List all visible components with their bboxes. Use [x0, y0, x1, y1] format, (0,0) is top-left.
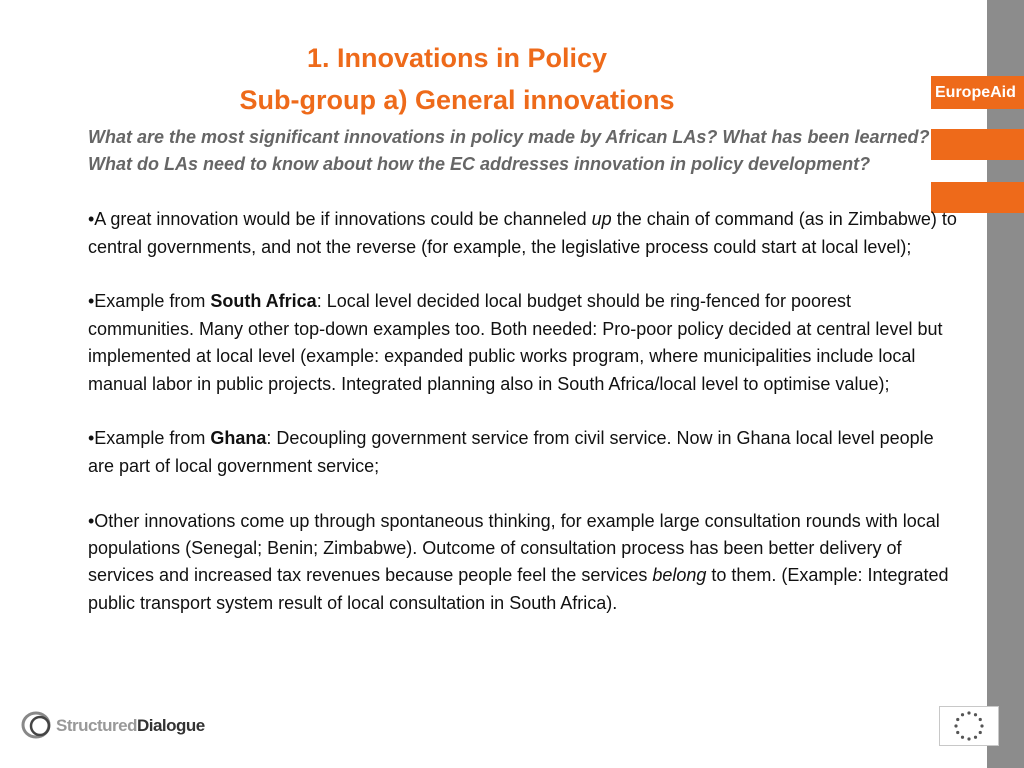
slide-subtitle: Sub-group a) General innovations [239, 85, 675, 115]
eu-star [967, 737, 970, 740]
logo-text-structured: Structured [56, 716, 137, 735]
europeaid-logo: EuropeAid [931, 76, 1024, 109]
eu-star [956, 718, 959, 721]
bullet-item: •Example from South Africa: Local level decided local budget should be ring-fenced for poorest communities. Many other top-down examples too. Both needed: Pro-poor policy decided at central level but implemented at local level (example: expanded public works program, where municipalities include local manual labor in public projects. Integrated planning also in South Africa/local level to optimise value); [88, 291, 943, 394]
structured-dialogue-logo [20, 708, 205, 744]
eu-star [954, 724, 957, 727]
eu-star [979, 731, 982, 734]
eu-star [961, 736, 964, 739]
right-sidebar-bar [987, 0, 1024, 768]
eu-star [961, 713, 964, 716]
eu-star [974, 736, 977, 739]
eu-star [979, 718, 982, 721]
eu-star [974, 713, 977, 716]
logo-text-dialogue: Dialogue [136, 716, 205, 735]
bullet-item: •Example from Ghana: Decoupling government service from civil service. Now in Ghana local level people are part of local government service; [88, 428, 934, 476]
eu-flag-icon [939, 706, 999, 746]
eu-star [980, 724, 983, 727]
slide-body [88, 124, 960, 617]
slide-title: 1. Innovations in Policy [306, 43, 608, 73]
bullet-item: •A great innovation would be if innovations could be channeled up the chain of command (as in Zimbabwe) to central governments, and not the reverse (for example, the legislative process could start at local level); [88, 209, 957, 257]
intro-question: What are the most significant innovations in policy made by African LAs? What has been learned? What do LAs need to know about how the EC addresses innovation in policy development? [88, 127, 930, 175]
eu-star [967, 711, 970, 714]
eu-star [956, 731, 959, 734]
dialogue-bubble-icon [20, 708, 54, 742]
bullet-item: •Other innovations come up through spontaneous thinking, for example large consultation rounds with local populations (Senegal; Benin; Zimbabwe). Outcome of consultation process has been better delivery of services and increased tax revenues because people feel the services belong to them. (Example: Integrated public transport system result of local consultation in South Africa). [88, 510, 949, 613]
